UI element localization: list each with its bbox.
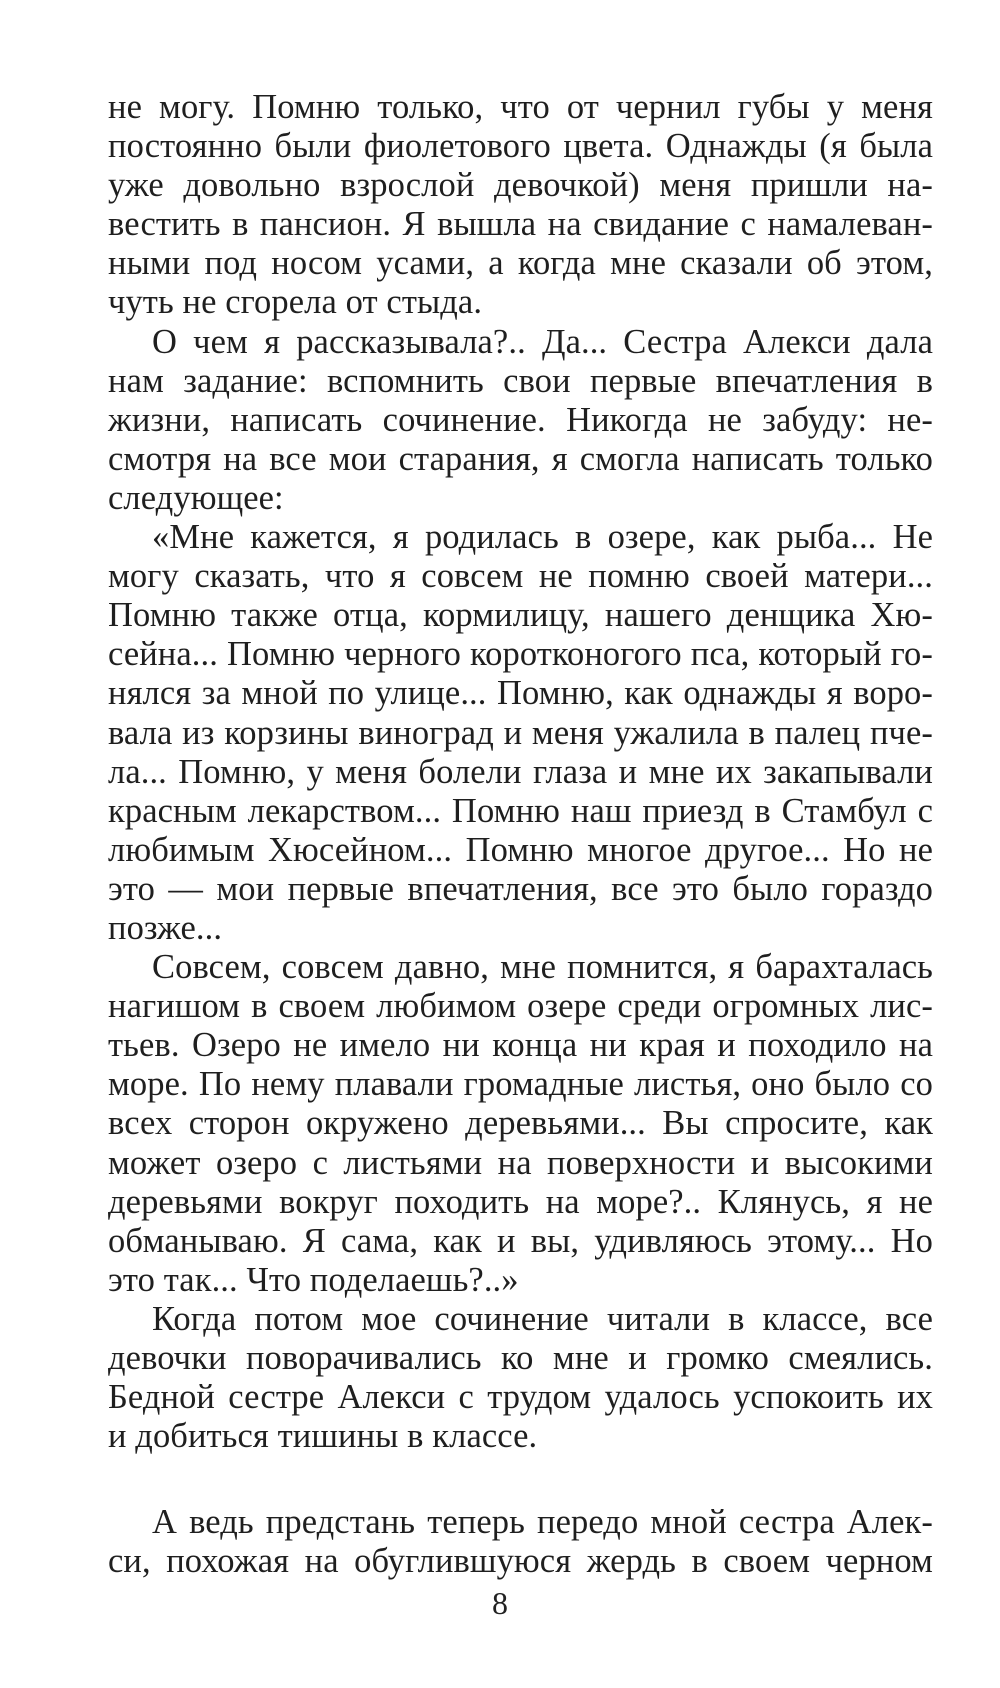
text-line: смотря на все мои старания, я смогла написать только <box>108 439 933 478</box>
paragraph <box>108 88 933 323</box>
text-line: это так... Что поделаешь?..» <box>108 1260 519 1299</box>
text-line: тьев. Озеро не имело ни конца ни края и походило на <box>108 1026 933 1065</box>
text-line: чуть не сгорела от стыда. <box>108 283 483 322</box>
text-line: море. По нему плавали громадные листья, оно было со <box>108 1065 933 1104</box>
paragraph <box>108 323 933 518</box>
text-line: может озеро с листьями на поверхности и высокими <box>108 1143 933 1182</box>
text-line: могу сказать, что я совсем не помню своей матери... <box>108 557 933 596</box>
text-line: Помню также отца, кормилицу, нашего денщика Хю- <box>108 596 933 635</box>
text-line: сейна... Помню черного коротконогого пса, который го- <box>108 635 933 674</box>
text-line: А ведь предстань теперь передо мной сестра Алек- <box>152 1503 933 1542</box>
text-line: деревьями вокруг походить на море?.. Клянусь, я не <box>108 1182 933 1221</box>
text-line: не могу. Помню только, что от чернил губы у меня <box>108 88 933 126</box>
text-line: обманываю. Я сама, как и вы, удивляюсь этому... Но <box>108 1221 933 1260</box>
text-line: вестить в пансион. Я вышла на свидание с намалеван- <box>108 205 933 244</box>
text-line: О чем я рассказывала?.. Да... Сестра Алекси дала <box>152 322 933 361</box>
text-line: это — мои первые впечатления, все это было гораздо <box>108 869 933 908</box>
text-line: Когда потом мое сочинение читали в классе, все <box>152 1299 933 1338</box>
text-line: нам задание: вспомнить свои первые впечатления в <box>108 361 933 400</box>
text-line: постоянно были фиолетового цвета. Однажды (я была <box>108 127 933 166</box>
text-line: позже... <box>108 908 223 947</box>
text-line: си, похожая на обуглившуюся жердь в своем черном <box>108 1542 933 1581</box>
text-line: «Мне кажется, я родилась в озере, как рыба... Не <box>152 518 933 557</box>
text-line: Совсем, совсем давно, мне помнится, я барахталась <box>152 948 933 987</box>
text-line: нагишом в своем любимом озере среди огромных лис- <box>108 987 933 1026</box>
paragraph <box>108 1503 933 1581</box>
text-line: жизни, написать сочинение. Никогда не забуду: не- <box>108 400 933 439</box>
text-line: вала из корзины виноград и меня ужалила в палец пче- <box>108 713 933 752</box>
paragraph <box>108 1300 933 1456</box>
text-line: ла... Помню, у меня болели глаза и мне их закапывали <box>108 752 933 791</box>
text-line: красным лекарством... Помню наш приезд в Стамбул с <box>108 791 933 830</box>
page-number: 8 <box>492 1585 508 1621</box>
text-line: ными под носом усами, а когда мне сказали об этом, <box>108 244 933 283</box>
text-line: нялся за мной по улице... Помню, как однажды я воро- <box>108 674 933 713</box>
text-line: всех сторон окружено деревьями... Вы спросите, как <box>108 1104 933 1143</box>
paragraph <box>108 948 933 1300</box>
text-line: Бедной сестре Алекси с трудом удалось успокоить их <box>108 1378 933 1417</box>
text-line: любимым Хюсейном... Помню многое другое... Но не <box>108 830 933 869</box>
paragraph <box>108 518 933 948</box>
text-line: и добиться тишины в классе. <box>108 1417 538 1456</box>
page-body-text <box>108 88 933 1581</box>
text-line: следующее: <box>108 478 284 517</box>
text-line: девочки поворачивались ко мне и громко смеялись. <box>108 1339 933 1377</box>
text-line: уже довольно взрослой девочкой) меня пришли на- <box>108 166 933 205</box>
section-gap <box>108 1456 933 1503</box>
